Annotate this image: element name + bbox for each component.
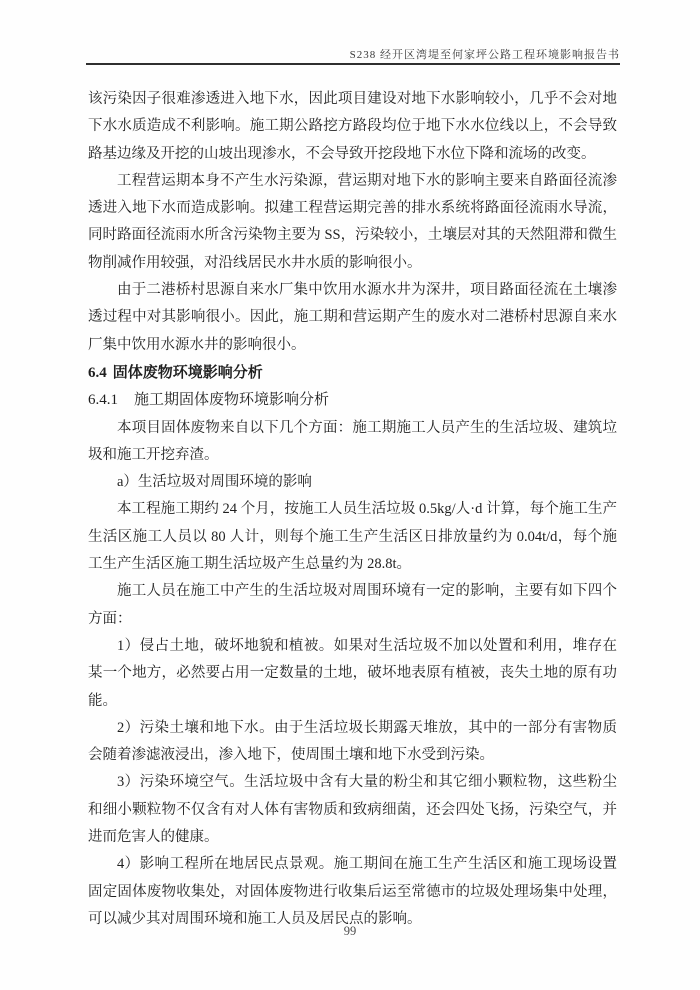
paragraph-water-plant-wells: 由于二港桥村思源自来水厂集中饮用水源水井为深井，项目路面径流在土壤渗透过程中对其影响很小。因此，施工期和营运期产生的废水对二港桥村思源自来水厂集中饮用水源水井的影响很小。 <box>88 282 617 353</box>
header-rule <box>86 63 620 65</box>
list-item-2-soil-groundwater-pollution: 2）污染土壤和地下水。由于生活垃圾长期露天堆放，其中的一部分有害物质会随着渗滤液浸出，渗入地下，使周围土壤和地下水受到污染。 <box>88 719 617 764</box>
subsection-number: 6.4.1 <box>88 392 118 409</box>
section-number: 6.4 <box>88 364 107 381</box>
section-title: 固体废物环境影响分析 <box>112 363 263 381</box>
subsection-title: 施工期固体废物环境影响分析 <box>134 392 330 409</box>
paragraph-solid-waste-sources: 本项目固体废物来自以下几个方面：施工期施工人员产生的生活垃圾、建筑垃圾和施工开挖弃渣。 <box>88 419 617 463</box>
section-heading-6-4-1 <box>88 387 617 414</box>
paragraph-four-aspects-intro: 施工人员在施工中产生的生活垃圾对周围环境有一定的影响，主要有如下四个方面： <box>88 583 617 627</box>
paragraph-garbage-quantity: 本工程施工期约 24 个月，按施工人员生活垃圾 0.5kg/人·d 计算，每个施工生产生活区施工人员以 80 人计，则每个施工生产生活区日排放量约为 0.04t/d，每个施工生产生活区施工期生活垃圾产生总量约为 28.8t。 <box>88 501 617 573</box>
page-footer <box>0 924 700 939</box>
list-item-4-landscape-impact: 4）影响工程所在地居民点景观。施工期间在施工生产生活区和施工现场设置固定固体废物收集处，对固体废物进行收集后运至常德市的垃圾处理场集中处理，可以减少其对周围环境和施工人员及居民点的影响。 <box>88 856 617 927</box>
section-heading-6-4 <box>88 359 617 387</box>
paragraph-operation-groundwater: 工程营运期本身不产生水污染源，营运期对地下水的影响主要来自路面径流渗透进入地下水而造成影响。拟建工程营运期完善的排水系统将路面径流雨水导流，同时路面径流雨水所含污染物主要为 SS，污染较小，土壤层对其的天然阻滞和微生物削减作用较强，对沿线居民水井水质的影响很小。 <box>88 172 617 271</box>
report-running-title: S238 经开区湾堤至何家坪公路工程环境影响报告书 <box>349 49 620 61</box>
page-number: 99 <box>343 924 357 938</box>
document-body <box>88 86 617 933</box>
list-item-3-air-pollution: 3）污染环境空气。生活垃圾中含有大量的粉尘和其它细小颗粒物，这些粉尘和细小颗粒物不仅含有对人体有害物质和致病细菌，还会四处飞扬，污染空气，并进而危害人的健康。 <box>88 774 617 846</box>
paragraph-groundwater-seepage: 该污染因子很难渗透进入地下水，因此项目建设对地下水影响较小，几乎不会对地下水水质造成不利影响。施工期公路挖方路段均位于地下水水位线以上，不会导致路基边缘及开挖的山坡出现渗水，不会导致开挖段地下水位下降和流场的改变。 <box>88 91 617 162</box>
list-item-1-land-occupation: 1）侵占土地，破坏地貌和植被。如果对生活垃圾不加以处置和利用，堆存在某一个地方，必然要占用一定数量的土地，破坏地表原有植被，丧失土地的原有功能。 <box>88 637 617 709</box>
item-a-domestic-garbage-heading: a）生活垃圾对周围环境的影响 <box>117 474 312 491</box>
